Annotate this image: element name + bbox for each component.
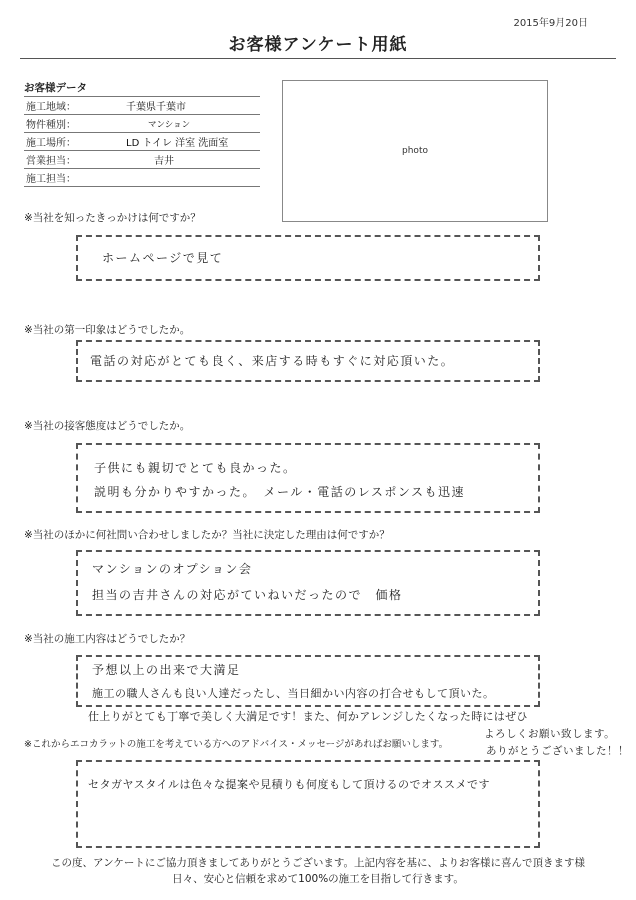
footer-line-2: 日々、安心と信頼を求めて100%の施工を目指して行きます。 <box>172 873 464 885</box>
question-5: ※当社の施工内容はどうでしたか？ <box>24 633 191 645</box>
answer-5-line-5: ありがとうございました！！ <box>486 745 629 757</box>
footer-message <box>0 855 636 887</box>
answer-4-line-1: マンションのオプション会 <box>92 562 253 576</box>
answer-2-line-1: 電話の対応がとても良く、来店する時もすぐに対応頂いた。 <box>90 354 455 368</box>
photo-placeholder <box>282 80 548 222</box>
info-row-installer <box>24 169 260 187</box>
answer-5-line-4: よろしくお願い致します。 <box>484 728 616 740</box>
question-6: ※これからエコカラットの施工を考えている方へのアドバイス・メッセージがあればお願いします。 <box>24 739 449 750</box>
info-row-area <box>24 96 260 115</box>
answer-box-4 <box>76 550 540 616</box>
info-row-location <box>24 133 260 151</box>
answer-box-1 <box>76 235 540 281</box>
answer-5-line-3: 仕上りがとても丁寧で美しく大満足です！また、何かアレンジしたくなった時にはぜひ <box>88 710 528 723</box>
info-value: LD トイレ 洋室 洗面室 <box>126 138 229 149</box>
page-title: お客様アンケート用紙 <box>228 35 408 55</box>
info-value: 吉井 <box>154 156 174 167</box>
answer-box-6 <box>76 760 540 848</box>
answer-4-line-2: 担当の吉井さんの対応がていねいだったので 価格 <box>92 588 403 602</box>
customer-data-table <box>24 96 260 187</box>
answer-box-2 <box>76 340 540 382</box>
survey-date: 2015年9月20日 <box>513 18 588 29</box>
answer-5-line-1: 予想以上の出来で大満足 <box>92 663 241 677</box>
question-1: ※当社を知ったきっかけは何ですか？ <box>24 212 201 224</box>
info-key: 営業担当： <box>26 156 76 167</box>
question-2: ※当社の第一印象はどうでしたか。 <box>24 324 191 336</box>
info-row-sales <box>24 151 260 169</box>
answer-6-line-1: セタガヤスタイルは色々な提案や見積りも何度もして頂けるのでオススメです <box>88 778 490 791</box>
answer-1-line-1: ホームページで見て <box>102 251 224 265</box>
info-value: マンション <box>148 119 191 130</box>
answer-3-line-2: 説明も分かりやすかった。 メール・電話のレスポンスも迅速 <box>94 485 466 499</box>
info-key: 物件種別： <box>26 120 76 131</box>
footer-line-1: この度、アンケートにご協力頂きましてありがとうございます。上記内容を基に、よりお客様に喜んで頂きます様 <box>50 857 586 869</box>
answer-3-line-1: 子供にも親切でとても良かった。 <box>94 461 297 475</box>
info-key: 施工担当： <box>26 174 76 185</box>
info-value: 千葉県千葉市 <box>126 102 186 113</box>
info-row-property <box>24 115 260 133</box>
answer-box-3 <box>76 443 540 513</box>
info-key: 施工地域： <box>26 102 76 113</box>
question-3: ※当社の接客態度はどうでしたか。 <box>24 420 191 432</box>
answer-5-line-2: 施工の職人さんも良い人達だったし、当日細かい内容の打合せもして頂いた。 <box>92 687 495 700</box>
question-4: ※当社のほかに何社問い合わせしましたか？当社に決定した理由は何ですか？ <box>24 529 390 541</box>
title-divider <box>20 58 616 59</box>
info-key: 施工場所： <box>26 138 76 149</box>
customer-data-label: お客様データ <box>24 82 87 94</box>
photo-label: photo <box>402 146 428 156</box>
answer-box-5 <box>76 655 540 707</box>
